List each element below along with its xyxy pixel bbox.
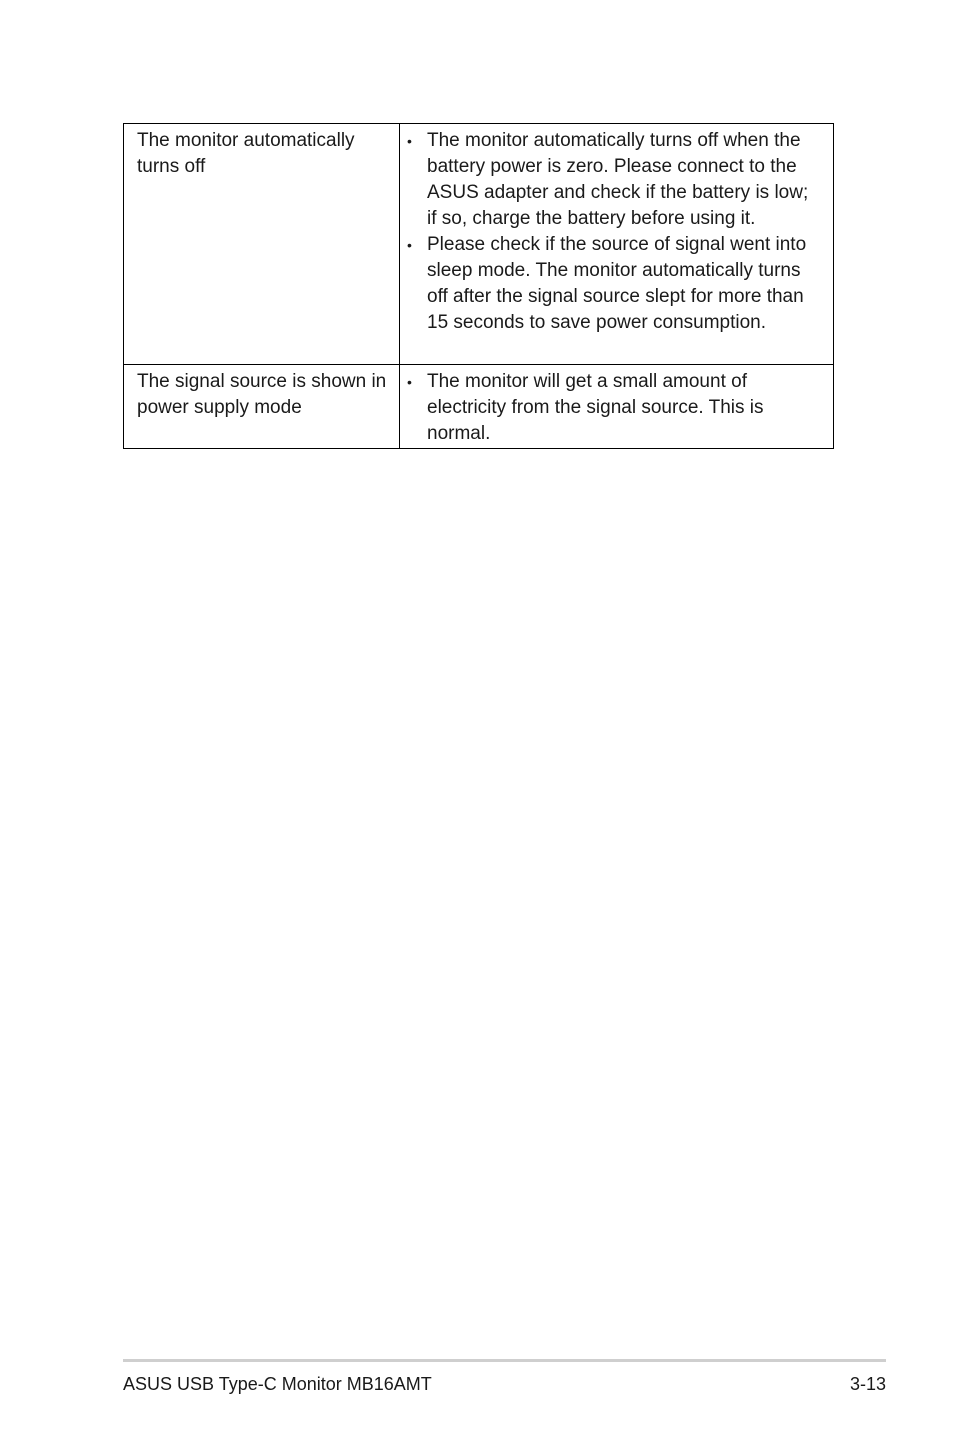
table-row	[124, 124, 834, 365]
bullet-icon: •	[407, 237, 412, 253]
list-item	[400, 232, 823, 336]
solution-list	[400, 369, 823, 447]
troubleshooting-table	[123, 123, 834, 449]
list-item	[400, 369, 823, 447]
problem-cell: The signal source is shown in power supply mode	[124, 365, 400, 449]
problem-cell: The monitor automatically turns off	[124, 124, 400, 365]
footer-divider	[123, 1359, 886, 1362]
bullet-icon: •	[407, 374, 412, 390]
bullet-icon: •	[407, 133, 412, 149]
solution-text: The monitor will get a small amount of electricity from the signal source. This is normal.	[427, 371, 764, 444]
solution-list	[400, 128, 823, 336]
list-item	[400, 128, 823, 232]
solution-text: The monitor automatically turns off when the battery power is zero. Please connect to the ASUS adapter and check if the battery is low; if so, charge the battery before using it.	[427, 130, 809, 229]
solution-cell	[400, 124, 834, 365]
table-row	[124, 365, 834, 449]
page-number: 3-13	[849, 1374, 886, 1394]
solution-text: Please check if the source of signal went into sleep mode. The monitor automatically turns off after the signal source slept for more than 15 seconds to save power consumption.	[427, 234, 807, 333]
footer-title: ASUS USB Type-C Monitor MB16AMT	[123, 1374, 432, 1394]
solution-cell	[400, 365, 834, 449]
